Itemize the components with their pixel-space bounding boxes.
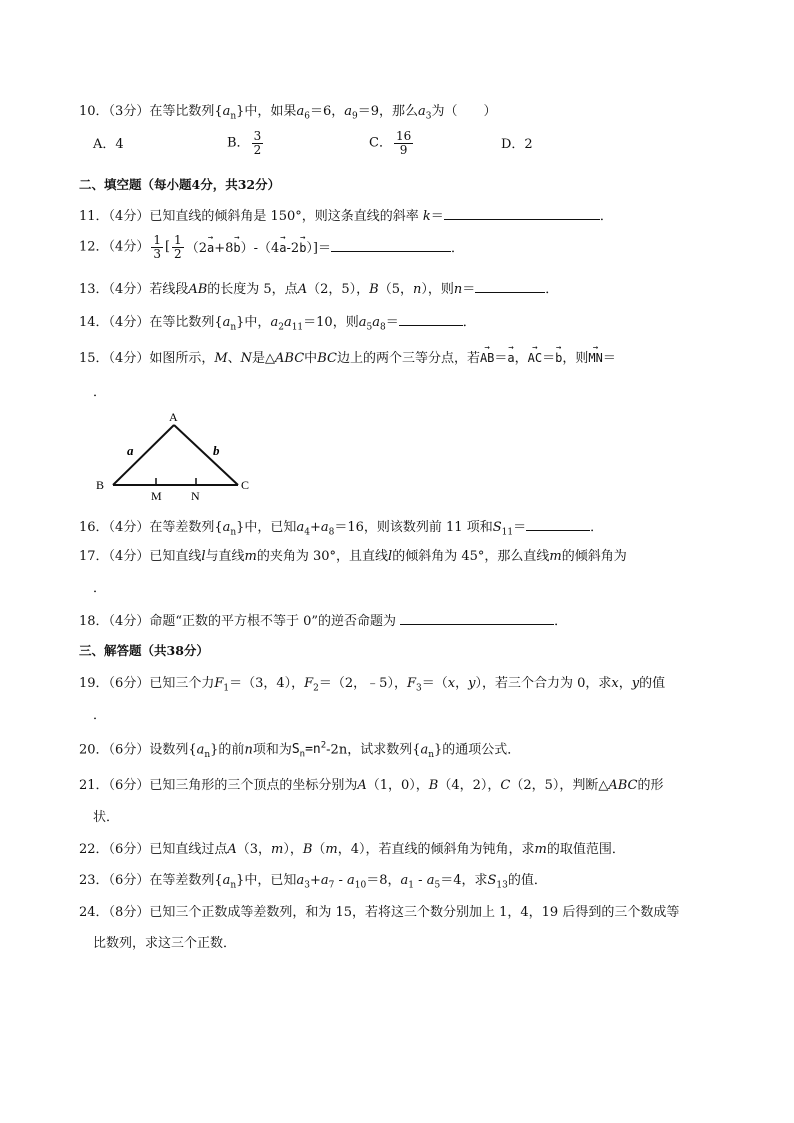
q23-text: ＝8，	[366, 873, 401, 888]
q11-text: 11．（4分）已知直线的倾斜角是 150°，则这条直线的斜率	[79, 209, 419, 224]
q19-text: ＝（	[421, 676, 448, 691]
eq: ＝	[430, 209, 444, 224]
sub: 7	[328, 880, 335, 891]
q19-text: 的值	[639, 676, 666, 691]
period: ．	[545, 282, 559, 297]
question-12	[79, 234, 464, 261]
var: a	[320, 873, 329, 888]
var: m	[244, 549, 257, 564]
answer-blank[interactable]	[399, 313, 463, 326]
var: ABC	[275, 351, 305, 366]
q16-text: }中，已知	[236, 520, 297, 535]
q23-text: }中，已知	[236, 873, 297, 888]
q19-text: ＝（2，﹣5），	[318, 676, 407, 691]
q17-text: 17．（4分）已知直线	[79, 549, 202, 564]
expr: -2	[286, 240, 300, 256]
period: ．	[590, 520, 604, 535]
var: C	[500, 778, 511, 793]
var: m	[549, 549, 562, 564]
q19-period: ．	[93, 708, 107, 723]
var: a	[400, 873, 409, 888]
denominator: 2	[174, 247, 182, 261]
question-16	[79, 518, 603, 541]
sub: 2	[278, 322, 284, 333]
q15-text: 中	[304, 351, 318, 366]
sub: 9	[351, 111, 358, 122]
minus: -	[414, 873, 427, 888]
var: B	[369, 282, 379, 297]
fraction	[151, 234, 163, 261]
var: y	[631, 676, 640, 691]
question-17	[79, 549, 627, 565]
var-a: a	[418, 104, 426, 119]
label-b-vertex: B	[96, 478, 105, 492]
q13-text: 的长度为 5，点	[207, 282, 298, 297]
eq: ＝	[542, 351, 556, 366]
question-24-line2: 比数列，求这三个正数．	[93, 936, 237, 951]
q22-text: （3，	[236, 842, 271, 857]
question-23	[79, 873, 547, 894]
q20-text: 20．（6分）设数列{	[79, 742, 197, 758]
numerator: 3	[253, 129, 262, 143]
q10-text: 为（ ）	[431, 104, 497, 119]
option-c-label: C．	[369, 135, 392, 151]
q17-period: ．	[93, 581, 107, 596]
question-15	[79, 350, 616, 367]
sub: 2	[313, 683, 319, 694]
vector-ab: → AB	[480, 350, 494, 366]
var: y	[468, 676, 476, 691]
fraction	[252, 130, 264, 157]
vector-ac: → AC	[528, 350, 542, 366]
option-c	[369, 130, 415, 157]
period: ．	[462, 315, 476, 330]
q12-expr	[186, 241, 464, 256]
answer-blank[interactable]	[475, 280, 545, 293]
q20-text: 项和为	[252, 742, 292, 758]
q22-text: 22．（6分）已知直线过点	[79, 842, 228, 857]
question-19	[79, 676, 665, 697]
var: m	[534, 842, 547, 857]
var-a: a	[344, 104, 352, 119]
q10-text: 10．（3分）在等比数列{	[79, 104, 223, 119]
sub: 11	[291, 322, 304, 333]
sub: 3	[415, 683, 422, 694]
var: S	[487, 873, 497, 888]
q22-text: 的取值范围．	[546, 842, 625, 857]
question-20	[79, 738, 520, 763]
eq: ＝	[462, 282, 476, 297]
vector-b: → b	[299, 240, 306, 256]
vector-b: → b	[555, 350, 562, 366]
sub: 10	[354, 880, 367, 891]
section-heading-3: 三、解答题（共38分）	[79, 643, 209, 658]
q21-text: 的形	[637, 778, 664, 793]
var: B	[428, 778, 439, 793]
q14-text: 14．（4分）在等比数列{	[79, 315, 223, 330]
eq: ＝	[494, 351, 508, 366]
q21-text: （1，0），	[366, 778, 429, 793]
q10-text: ＝9，那么	[357, 104, 418, 119]
eq: ＝	[602, 351, 616, 366]
q21-text: 21．（6分）已知三角形的三个顶点的坐标分别为	[79, 778, 358, 793]
var: a	[372, 315, 380, 330]
q22-text: ），	[283, 842, 303, 857]
q17-text: 与直线	[205, 549, 245, 564]
var: n	[412, 282, 422, 297]
eq: ＝	[513, 520, 527, 535]
var: a	[420, 742, 429, 758]
q14-text: }中，	[236, 315, 271, 330]
question-21	[79, 778, 664, 794]
q19-text: 19．（6分）已知三个力	[79, 676, 215, 691]
var-a: a	[296, 104, 305, 119]
denominator: 2	[253, 143, 262, 157]
q13-text: （5，	[378, 282, 413, 297]
q23-text: 的值．	[507, 873, 547, 888]
q19-text: ，	[455, 676, 469, 691]
sub: 1	[408, 880, 415, 891]
option-b-label: B．	[227, 135, 250, 151]
period: ．	[451, 240, 465, 256]
minus: -	[334, 873, 348, 888]
var: m	[271, 842, 284, 857]
period: ．	[554, 614, 568, 629]
plus: +	[309, 873, 321, 888]
sub: 4	[304, 527, 310, 538]
vector-a: → a	[207, 240, 214, 256]
question-10	[79, 104, 497, 125]
var: n	[244, 742, 253, 758]
q15-text: 边上的两个三等分点，若	[336, 351, 480, 366]
var: AB	[188, 282, 208, 297]
q15-text: 是△	[252, 351, 276, 366]
q16-text: ＝16，则该数列前 11 项和	[334, 520, 493, 535]
var: a	[222, 315, 231, 330]
formula: =n	[305, 742, 321, 758]
q15-text: ，则	[562, 351, 589, 366]
var: A	[357, 778, 367, 793]
vector-a: → a	[279, 240, 286, 256]
q20-text: }的通项公式．	[434, 742, 521, 758]
var: l	[201, 549, 206, 564]
question-14	[79, 313, 476, 336]
label-a-vertex: A	[169, 410, 178, 424]
answer-blank[interactable]	[331, 239, 451, 252]
var: a	[222, 873, 231, 888]
var: l	[388, 549, 393, 564]
var: a	[358, 315, 367, 330]
q21-text: （4，2），	[438, 778, 501, 793]
sub: 6	[304, 111, 310, 122]
q22-text: （	[312, 842, 326, 857]
question-22	[79, 842, 625, 858]
var: a	[283, 315, 292, 330]
fraction	[394, 130, 413, 157]
var: x	[447, 676, 456, 691]
triangle-figure	[92, 408, 262, 500]
q17-text: 的倾斜角为	[561, 549, 627, 564]
sub: 3	[425, 111, 432, 122]
sub: 11	[501, 527, 514, 538]
vector-b: → b	[233, 240, 240, 256]
q21-line2: 状．	[93, 810, 120, 825]
var: a	[296, 873, 305, 888]
sub: 3	[304, 880, 310, 891]
numerator: 16	[395, 129, 412, 143]
expr: ）-（4	[240, 240, 280, 256]
bracket: [	[164, 239, 171, 255]
option-a: A．4	[93, 137, 124, 152]
var-a: a	[222, 104, 231, 119]
expr: ）]＝	[306, 240, 331, 256]
var: A	[297, 282, 308, 297]
var: a	[426, 873, 435, 888]
sub: n	[230, 322, 237, 333]
expr: （2	[185, 240, 207, 256]
q19-text: ，	[618, 676, 632, 691]
sub: 8	[328, 527, 335, 538]
vector-a: → a	[507, 350, 514, 366]
q20-text: }的前	[210, 742, 245, 758]
sup: 2	[320, 741, 327, 751]
side-ac	[174, 425, 238, 485]
answer-blank[interactable]	[526, 518, 590, 531]
question-13	[79, 280, 558, 298]
label-n: N	[191, 489, 200, 500]
var: F	[406, 676, 416, 691]
var: a	[196, 742, 205, 758]
var: B	[302, 842, 313, 857]
var: BC	[317, 351, 337, 366]
question-18	[79, 612, 567, 630]
denominator: 9	[399, 143, 408, 157]
q13-text: 13．（4分）若线段	[79, 282, 189, 297]
eq: ＝	[385, 315, 399, 330]
q15-text: 、	[227, 351, 241, 366]
sub: n	[230, 527, 237, 538]
option-b	[227, 130, 265, 157]
question-11	[79, 207, 613, 225]
vector-mn: → MN	[588, 350, 602, 366]
q19-text: ），若三个合力为 0，求	[475, 676, 612, 691]
var: a	[347, 873, 355, 888]
q17-text: 的夹角为 30°，且直线	[256, 549, 389, 564]
sub: n	[230, 880, 237, 891]
side-ab	[113, 425, 174, 485]
q16-text: 16．（4分）在等差数列{	[79, 520, 223, 535]
expr: +8	[214, 240, 234, 256]
q23-text: ＝4，求	[440, 873, 488, 888]
section-heading-2: 二、填空题（每小题4分，共32分）	[79, 177, 281, 192]
q15-text: 15．（4分）如图所示，	[79, 351, 215, 366]
var: m	[325, 842, 338, 857]
question-24: 24．（8分）已知三个正数成等差数列，和为 15，若将这三个数分别加上 1，4，19 后得到的三个数成等	[79, 905, 680, 920]
fraction	[172, 234, 184, 261]
numerator: 1	[153, 233, 161, 247]
sub: n	[204, 749, 211, 760]
q19-text: ＝（3，4），	[229, 676, 305, 691]
q15-text: ，	[514, 351, 528, 366]
sub: 13	[496, 880, 508, 891]
var: F	[304, 676, 314, 691]
sub: n	[299, 749, 306, 760]
var: M	[214, 351, 228, 366]
q12-text: 12．（4分）	[79, 239, 150, 255]
var: a	[222, 520, 231, 535]
answer-blank[interactable]	[400, 612, 554, 625]
sub: n	[428, 749, 435, 760]
q17-text: 的倾斜角为 45°，那么直线	[392, 549, 550, 564]
formula-sn	[291, 741, 327, 760]
q18-text: 18．（4分）命题“正数的平方根不等于 0”的逆否命题为	[79, 614, 397, 629]
label-side-a: a	[127, 443, 134, 458]
q13-text: （2，5），	[307, 282, 370, 297]
denominator: 3	[153, 247, 161, 261]
label-c-vertex: C	[241, 478, 250, 492]
label-m: M	[151, 489, 162, 500]
var: N	[240, 351, 253, 366]
q22-text: ，4），若直线的倾斜角为钝角，求	[337, 842, 535, 857]
q10-text: }中，如果	[236, 104, 297, 119]
var: S	[492, 520, 502, 535]
var: n	[453, 282, 463, 297]
label-side-b: b	[213, 443, 220, 458]
sub: 1	[223, 683, 230, 694]
q14-text: ＝10，则	[303, 315, 359, 330]
q13-text: ），则	[421, 282, 454, 297]
var: a	[296, 520, 305, 535]
sub: 5	[366, 322, 373, 333]
var: x	[611, 676, 619, 691]
plus: +	[309, 520, 321, 535]
var: ABC	[608, 778, 638, 793]
var: a	[320, 520, 329, 535]
q15-period: ．	[93, 385, 107, 400]
answer-blank[interactable]	[444, 207, 600, 220]
var-k: k	[422, 209, 431, 224]
option-d: D．2	[501, 137, 533, 152]
sub: 5	[434, 880, 441, 891]
sub: 8	[379, 322, 386, 333]
q21-text: （2，5），判断△	[510, 778, 609, 793]
var: A	[227, 842, 237, 857]
sub-n: n	[230, 111, 237, 122]
q20-text: -2n，试求数列{	[326, 742, 421, 758]
period: ．	[599, 209, 613, 224]
q23-text: 23．（6分）在等差数列{	[79, 873, 223, 888]
numerator: 1	[174, 233, 182, 247]
var: F	[214, 676, 224, 691]
formula: S	[291, 742, 300, 758]
var: a	[270, 315, 279, 330]
q10-text: ＝6，	[309, 104, 345, 119]
